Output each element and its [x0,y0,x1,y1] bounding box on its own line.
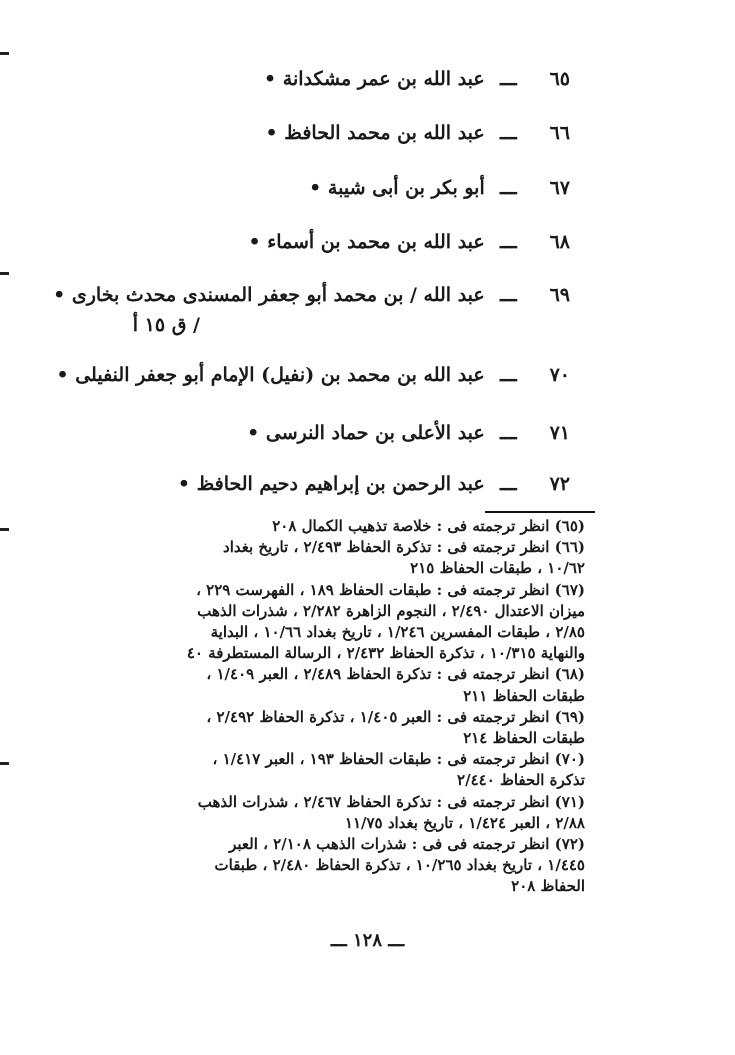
entry-67 [60,175,570,201]
margin-mark [0,528,9,531]
footnote-line: طبقات الحفاظ ٢١١ [463,686,585,705]
footnotes [100,516,585,898]
footnote-line: والنهاية ١٠/٣١٥ ، تذكرة الحفاظ ٢/٤٣٢ ، الرسالة المستطرفة ٤٠ [186,644,585,663]
entry-69 [53,282,570,336]
entry-dash: ـــ [500,473,517,495]
entry-name: عبد الرحمن بن إبراهيم دحيم الحافظ • [177,473,485,495]
entry-dash: ـــ [500,364,517,386]
entry-70 [56,362,570,388]
entry-number: ٦٨ [549,231,570,253]
footnote-line: (٦٥) انظر ترجمته فى : خلاصة تذهيب الكمال ٢٠٨ [272,517,585,535]
footnote-line: ٢/٨٨ ، العبر ١/٤٢٤ ، تاريخ بغداد ١١/٧٥ [344,813,585,832]
footnote-line: الحفاظ ٢٠٨ [511,877,585,896]
entry-dash: ـــ [500,231,517,253]
entry-number: ٦٩ [549,284,570,306]
footnote-line: (٧٢) انظر ترجمته فى فى : شذرات الذهب ٢/١٠٨ ، العبر [229,835,585,854]
folio-reference: / ق ١٥ أ [132,314,200,336]
entry-name: عبد الله بن عمر مشكدانة • [264,68,485,90]
entry-name: أبو بكر بن أبى شيبة • [309,177,485,199]
page-number: ـــ ١٢٨ ـــ [330,930,405,951]
entry-name: عبد الله بن محمد بن (نفيل) الإمام أبو جعفر النفيلى • [56,364,485,386]
entry-number: ٦٥ [549,68,570,90]
entry-number: ٧٠ [549,364,570,386]
footnote-line: (٦٨) انظر ترجمته فى : تذكرة الحفاظ ٢/٤٨٩ ، العبر ١/٤٠٩ ، [206,665,585,684]
footnote-line: (٦٧) انظر ترجمته فى : طبقات الحفاظ ١٨٩ ، الفهرست ٢٢٩ ، [196,580,585,599]
entry-dash: ـــ [500,422,517,444]
entry-dash: ـــ [500,122,517,144]
entry-66 [60,120,570,146]
entry-name: عبد الله بن محمد بن أسماء • [248,231,485,253]
margin-mark [0,272,9,275]
footnote-line: تذكرة الحفاظ ٢/٤٤٠ [457,771,585,790]
entry-71 [60,420,570,446]
entry-number: ٧١ [549,422,570,444]
footnote-line: ١٠/٦٢ ، طبقات الحفاظ ٢١٥ [410,559,585,578]
entry-65 [60,66,570,92]
margin-mark [0,762,9,765]
footnote-line: ٢/٨٥ ، طبقات المفسرين ١/٢٤٦ ، تاريخ بغداد ١٠/٦٦ ، البداية [210,623,585,642]
entry-name: عبد الأعلى بن حماد النرسى • [247,422,485,444]
entry-name: عبد الله / بن محمد أبو جعفر المسندى محدث بخارى • [53,284,485,306]
entry-68 [60,229,570,255]
footnote-line: ١/٤٤٥ ، تاريخ بغداد ١٠/٢٦٥ ، تذكرة الحفاظ ٢/٤٨٠ ، طبقات [214,856,585,875]
footnote-line: طبقات الحفاظ ٢١٤ [463,729,585,748]
entry-dash: ـــ [500,284,517,306]
footnote-line: (٧٠) انظر ترجمته فى : طبقات الحفاظ ١٩٣ ، العبر ١/٤١٧ ، [212,750,585,769]
footnote-separator [485,511,595,513]
entry-name: عبد الله بن محمد الحافظ • [265,122,485,144]
margin-mark [0,52,9,55]
footnote-line: ميزان الاعتدال ٢/٤٩٠ ، النجوم الزاهرة ٢/٢٨٢ ، شذرات الذهب [197,601,585,620]
footnote-line: (٦٦) انظر ترجمته فى : تذكرة الحفاظ ٢/٤٩٣ ، تاريخ بغداد [223,538,585,557]
footnote-line: (٧١) انظر ترجمته فى : تذكرة الحفاظ ٢/٤٦٧ ، شذرات الذهب [197,792,585,811]
entry-dash: ـــ [500,177,517,199]
entry-number: ٧٢ [549,473,570,495]
entry-72 [60,471,570,497]
entry-dash: ـــ [500,68,517,90]
footnote-line: (٦٩) انظر ترجمته فى : العبر ١/٤٠٥ ، تذكرة الحفاظ ٢/٤٩٢ ، [206,707,585,726]
entry-number: ٦٦ [549,122,570,144]
entry-number: ٦٧ [549,177,570,199]
